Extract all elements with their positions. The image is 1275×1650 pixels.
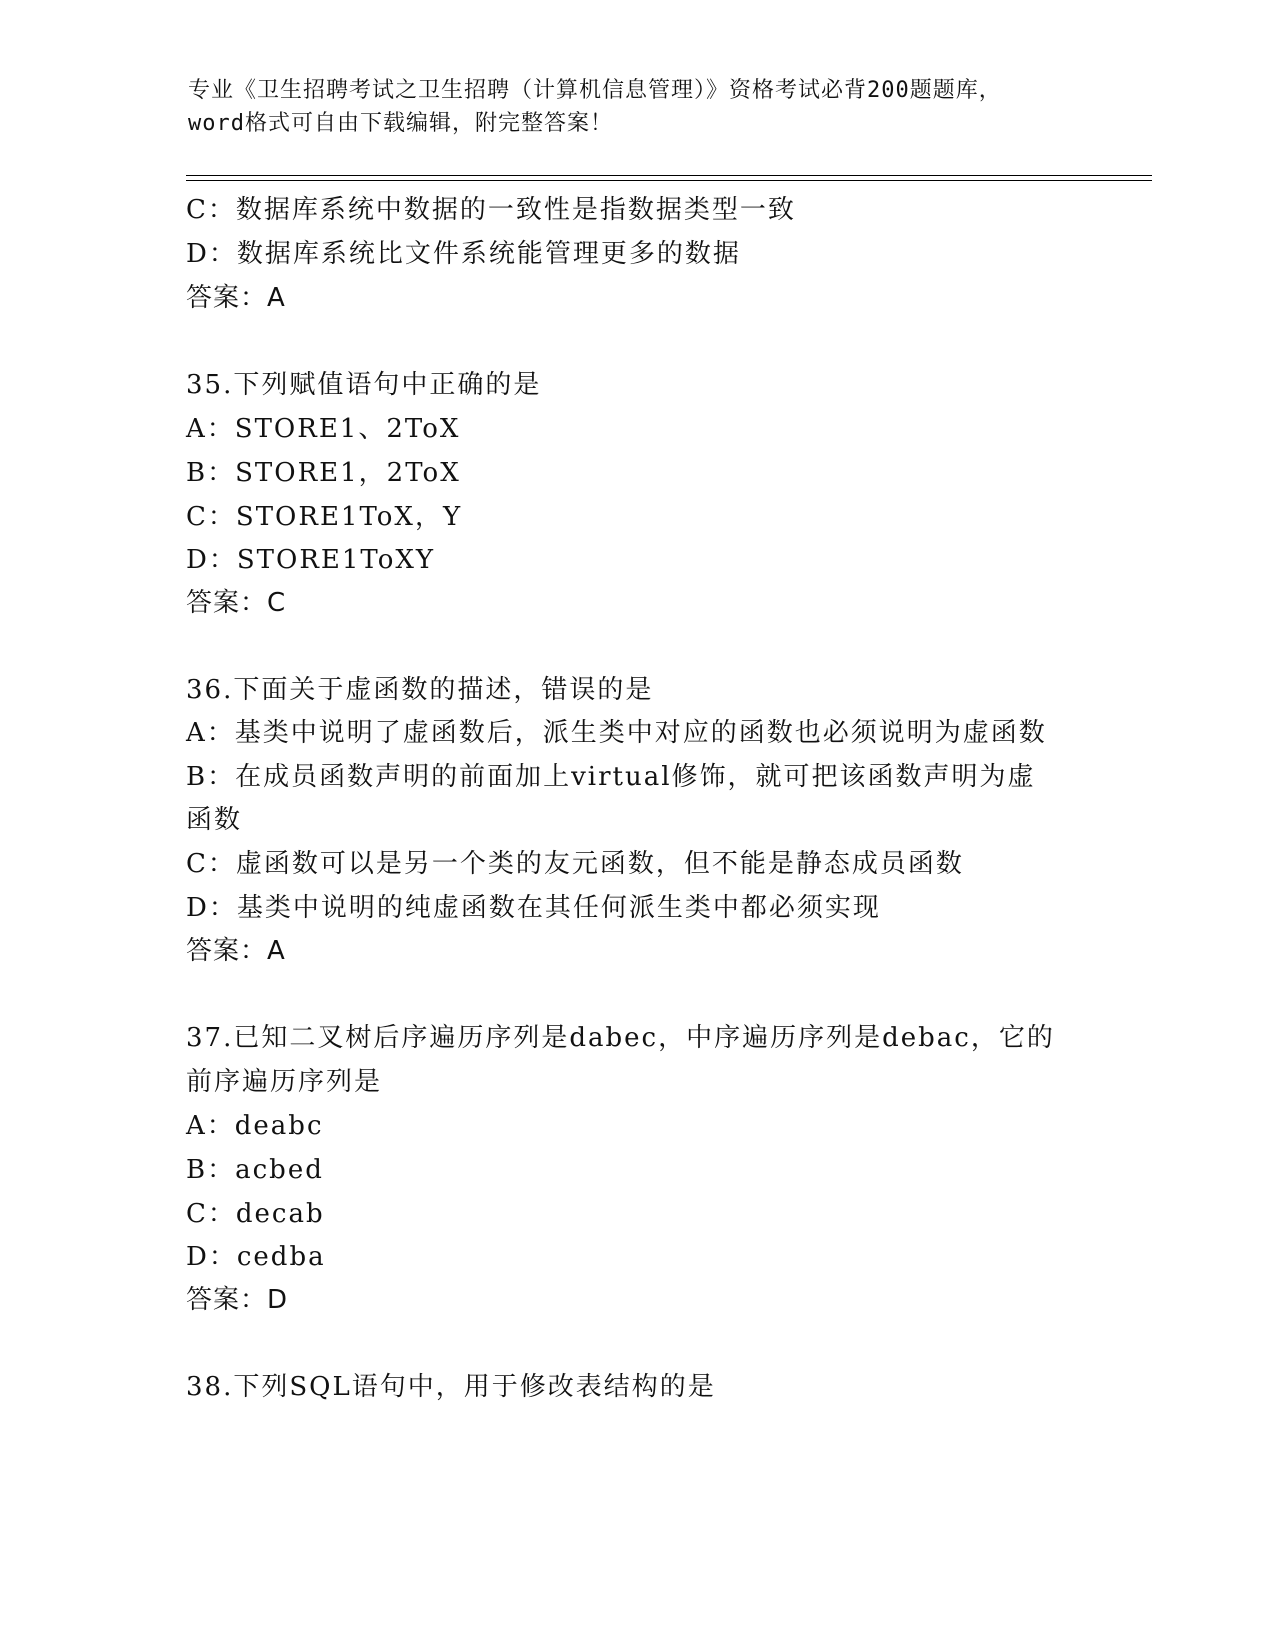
- answer-q36: 答案：A: [186, 936, 286, 966]
- option-c-q35: C：STORE1ToX，Y: [186, 502, 463, 532]
- option-d-q34: D：数据库系统比文件系统能管理更多的数据: [186, 239, 741, 269]
- option-c-q34: C：数据库系统中数据的一致性是指数据类型一致: [186, 195, 796, 225]
- option-b-q36-cont: 函数: [186, 805, 243, 835]
- option-a-q35: A：STORE1、2ToX: [186, 414, 461, 444]
- header-line-2: word格式可自由下载编辑，附完整答案！: [188, 111, 613, 136]
- option-b-q36: B：在成员函数声明的前面加上virtual修饰，就可把该函数声明为虚: [186, 762, 1036, 792]
- option-d-q35: D：STORE1ToXY: [186, 545, 436, 575]
- option-b-q37: B：acbed: [186, 1155, 324, 1185]
- option-a-q36: A：基类中说明了虚函数后，派生类中对应的函数也必须说明为虚函数: [186, 718, 1047, 748]
- header-divider-bottom: [186, 180, 1152, 181]
- option-d-q36: D：基类中说明的纯虚函数在其任何派生类中都必须实现: [186, 893, 881, 923]
- option-b-q35: B：STORE1，2ToX: [186, 458, 461, 488]
- header-divider-top: [186, 175, 1152, 176]
- answer-q34: 答案：A: [186, 283, 286, 313]
- question-35: 35.下列赋值语句中正确的是: [186, 370, 542, 400]
- question-38: 38.下列SQL语句中，用于修改表结构的是: [186, 1372, 716, 1402]
- question-36: 36.下面关于虚函数的描述，错误的是: [186, 675, 654, 705]
- question-37: 37.已知二叉树后序遍历序列是dabec，中序遍历序列是debac，它的: [186, 1023, 1055, 1053]
- option-c-q36: C：虚函数可以是另一个类的友元函数，但不能是静态成员函数: [186, 849, 964, 879]
- answer-q37: 答案：D: [186, 1285, 289, 1315]
- answer-q35: 答案：C: [186, 588, 287, 618]
- document-header: [188, 74, 1088, 140]
- option-d-q37: D：cedba: [186, 1242, 326, 1272]
- option-a-q37: A：deabc: [186, 1111, 324, 1141]
- question-37-cont: 前序遍历序列是: [186, 1067, 383, 1097]
- header-line-1: 专业《卫生招聘考试之卫生招聘（计算机信息管理）》资格考试必背200题题库，: [188, 78, 1002, 103]
- option-c-q37: C：decab: [186, 1199, 325, 1229]
